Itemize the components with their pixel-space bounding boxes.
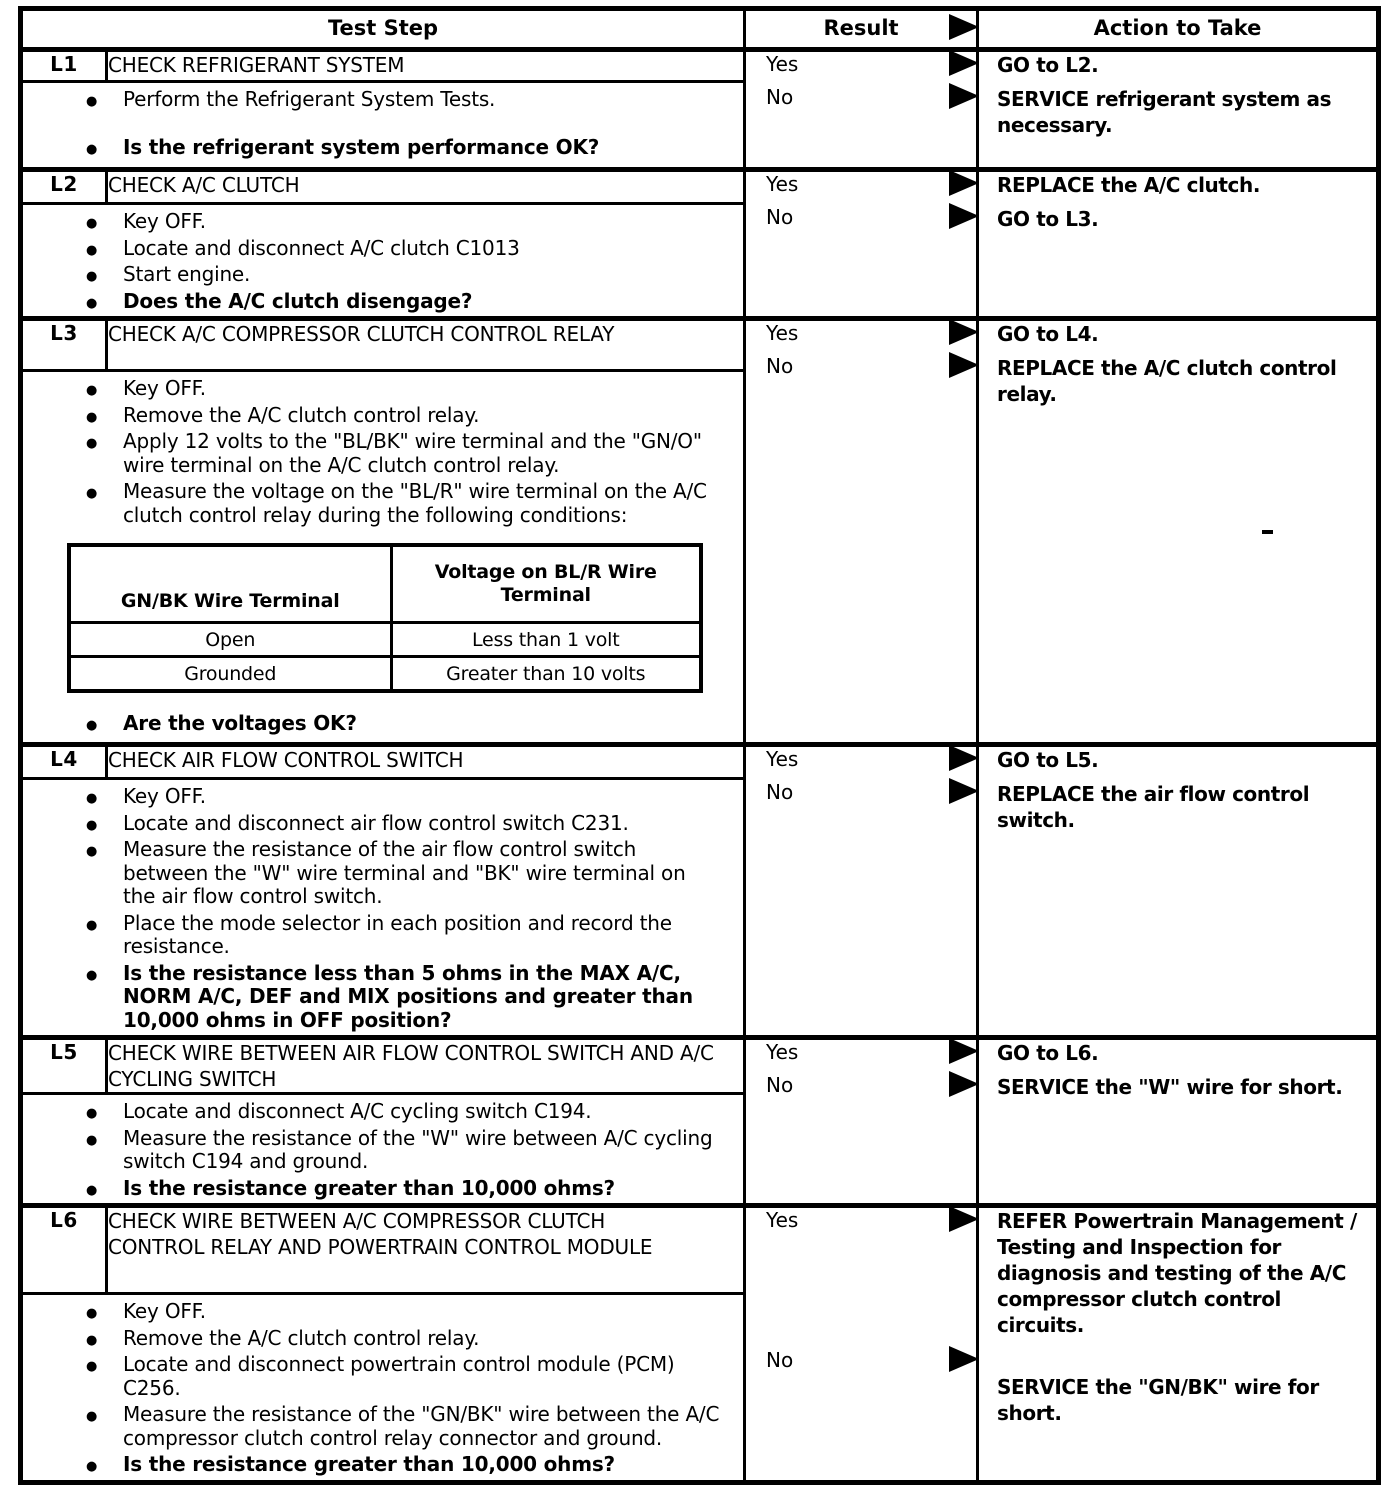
result-yes bbox=[746, 1040, 976, 1064]
result-arrow-icon bbox=[949, 1346, 979, 1372]
step-title bbox=[107, 319, 745, 371]
bullet-item-question: ● Is the refrigerant system performance OK? bbox=[123, 136, 723, 160]
result-no bbox=[746, 780, 976, 804]
result-arrow-icon bbox=[949, 83, 979, 109]
terminal-state-cell: Grounded bbox=[69, 657, 391, 692]
result-no-label: No bbox=[766, 205, 794, 229]
test-step-header-label: Test Step bbox=[327, 16, 439, 40]
bullet-list bbox=[23, 372, 743, 527]
bullet-item: ● Measure the resistance of the air flow control switch between the "W" wire terminal and "BK" wire terminal on the air flow control switch. bbox=[123, 838, 723, 909]
bullet-item: ● Locate and disconnect air flow control switch C231. bbox=[123, 812, 723, 836]
relay-voltage-col2-header: Voltage on BL/R Wire Terminal bbox=[391, 545, 701, 623]
step-id: L3 bbox=[21, 319, 107, 371]
result-yes-label: Yes bbox=[766, 321, 799, 345]
bullet-item: ● Measure the resistance of the "GN/BK" wire between the A/C compressor clutch control relay connector and ground. bbox=[123, 1403, 723, 1450]
table-header-row bbox=[21, 9, 1379, 50]
bullet-list bbox=[23, 83, 743, 159]
bullet-item-question: ● Does the A/C clutch disengage? bbox=[123, 290, 723, 314]
action-no-text: SERVICE refrigerant system as necessary. bbox=[997, 87, 1332, 137]
step-l6-title-row bbox=[21, 1206, 1379, 1294]
step-body bbox=[21, 371, 745, 745]
step-title-text: CHECK A/C CLUTCH bbox=[108, 173, 300, 197]
action-cell bbox=[978, 170, 1379, 319]
table-row bbox=[69, 623, 701, 657]
result-cell bbox=[745, 50, 978, 170]
result-yes-label: Yes bbox=[766, 1208, 799, 1232]
step-title bbox=[107, 50, 745, 82]
relay-voltage-table bbox=[67, 543, 703, 693]
step-l1-title-row bbox=[21, 50, 1379, 82]
action-cell bbox=[978, 1038, 1379, 1206]
bullet-list bbox=[23, 205, 743, 313]
action-no-text: SERVICE the "GN/BK" wire for short. bbox=[997, 1375, 1319, 1425]
step-l2-title-row bbox=[21, 170, 1379, 204]
col-header-action bbox=[978, 9, 1379, 50]
bullet-item: ● Key OFF. bbox=[123, 210, 723, 234]
result-yes bbox=[746, 1208, 976, 1232]
result-yes bbox=[746, 172, 976, 196]
bullet-item: ● Place the mode selector in each position and record the resistance. bbox=[123, 912, 723, 959]
step-l4-title-row bbox=[21, 745, 1379, 779]
table-row bbox=[69, 657, 701, 692]
step-body bbox=[21, 1294, 745, 1483]
result-cell bbox=[745, 319, 978, 745]
result-no bbox=[746, 1348, 976, 1372]
relay-voltage-col1-header: GN/BK Wire Terminal bbox=[69, 545, 391, 623]
step-body bbox=[21, 204, 745, 319]
step-id: L6 bbox=[21, 1206, 107, 1294]
action-yes-text: GO to L6. bbox=[997, 1041, 1099, 1065]
bullet-item: ● Key OFF. bbox=[123, 377, 723, 401]
bullet-item: ● Start engine. bbox=[123, 263, 723, 287]
result-no-label: No bbox=[766, 780, 794, 804]
bullet-list bbox=[23, 705, 743, 736]
result-yes-label: Yes bbox=[766, 747, 799, 771]
action-cell bbox=[978, 1206, 1379, 1483]
step-title-text: CHECK WIRE BETWEEN A/C COMPRESSOR CLUTCH CONTROL RELAY AND POWERTRAIN CONTROL MODULE bbox=[108, 1209, 653, 1259]
step-title bbox=[107, 745, 745, 779]
voltage-value-cell: Greater than 10 volts bbox=[391, 657, 701, 692]
action-no-text: SERVICE the "W" wire for short. bbox=[997, 1075, 1343, 1099]
action-cell bbox=[978, 50, 1379, 170]
step-title-text: CHECK WIRE BETWEEN AIR FLOW CONTROL SWITCH AND A/C CYCLING SWITCH bbox=[108, 1041, 714, 1091]
step-title-text: CHECK A/C COMPRESSOR CLUTCH CONTROL RELAY bbox=[108, 322, 615, 346]
result-arrow-icon bbox=[949, 352, 979, 378]
step-title bbox=[107, 1038, 745, 1094]
result-no bbox=[746, 85, 976, 109]
result-no bbox=[746, 354, 976, 378]
action-yes-text: GO to L5. bbox=[997, 748, 1099, 772]
bullet-item-question: ● Is the resistance greater than 10,000 ohms? bbox=[123, 1177, 723, 1201]
result-yes bbox=[746, 321, 976, 345]
bullet-item: ● Remove the A/C clutch control relay. bbox=[123, 404, 723, 428]
result-arrow-icon bbox=[949, 778, 979, 804]
result-arrow-icon bbox=[949, 170, 979, 196]
result-arrow-icon bbox=[949, 203, 979, 229]
bullet-item: ● Locate and disconnect A/C clutch C1013 bbox=[123, 237, 723, 261]
bullet-list bbox=[23, 1095, 743, 1200]
step-l5-title-row bbox=[21, 1038, 1379, 1094]
action-cell bbox=[978, 745, 1379, 1038]
scan-artifact-dash bbox=[1262, 530, 1273, 534]
bullet-list bbox=[23, 780, 743, 1032]
result-header-label: Result bbox=[823, 16, 899, 40]
action-yes-text: GO to L2. bbox=[997, 53, 1099, 77]
step-title bbox=[107, 1206, 745, 1294]
step-id: L2 bbox=[21, 170, 107, 204]
result-arrow-icon bbox=[949, 14, 979, 40]
result-cell bbox=[745, 1038, 978, 1206]
col-header-test-step bbox=[21, 9, 745, 50]
voltage-value-cell: Less than 1 volt bbox=[391, 623, 701, 657]
result-yes bbox=[746, 52, 976, 76]
action-yes-text: GO to L4. bbox=[997, 322, 1099, 346]
bullet-item: ● Key OFF. bbox=[123, 785, 723, 809]
step-l3-title-row bbox=[21, 319, 1379, 371]
result-no-label: No bbox=[766, 1073, 794, 1097]
step-title-text: CHECK REFRIGERANT SYSTEM bbox=[108, 53, 405, 77]
step-body bbox=[21, 82, 745, 170]
bullet-item-question: ● Is the resistance greater than 10,000 ohms? bbox=[123, 1453, 723, 1477]
relay-voltage-header-row bbox=[69, 545, 701, 623]
bullet-list bbox=[23, 1295, 743, 1477]
result-yes-label: Yes bbox=[766, 52, 799, 76]
step-id: L5 bbox=[21, 1038, 107, 1094]
action-no-text: REPLACE the A/C clutch control relay. bbox=[997, 356, 1337, 406]
result-no-label: No bbox=[766, 85, 794, 109]
result-yes-label: Yes bbox=[766, 172, 799, 196]
bullet-item: ● Locate and disconnect A/C cycling switch C194. bbox=[123, 1100, 723, 1124]
step-title bbox=[107, 170, 745, 204]
result-arrow-icon bbox=[949, 1206, 979, 1232]
result-arrow-icon bbox=[949, 1071, 979, 1097]
result-yes-label: Yes bbox=[766, 1040, 799, 1064]
result-no bbox=[746, 1073, 976, 1097]
step-id: L1 bbox=[21, 50, 107, 82]
step-body bbox=[21, 779, 745, 1038]
action-no-text: REPLACE the air flow control switch. bbox=[997, 782, 1310, 832]
result-no-label: No bbox=[766, 1348, 794, 1372]
bullet-item-question: ● Are the voltages OK? bbox=[123, 712, 723, 736]
result-cell bbox=[745, 1206, 978, 1483]
result-cell bbox=[745, 170, 978, 319]
step-body bbox=[21, 1094, 745, 1206]
bullet-item: ● Measure the voltage on the "BL/R" wire terminal on the A/C clutch control relay during the following conditions: bbox=[123, 480, 723, 527]
step-id: L4 bbox=[21, 745, 107, 779]
result-arrow-icon bbox=[949, 745, 979, 771]
col-header-result bbox=[745, 9, 978, 50]
terminal-state-cell: Open bbox=[69, 623, 391, 657]
result-arrow-icon bbox=[949, 50, 979, 76]
action-header-label: Action to Take bbox=[1093, 16, 1262, 40]
bullet-item: ● Apply 12 volts to the "BL/BK" wire terminal and the "GN/O" wire terminal on the A/C clutch control relay. bbox=[123, 430, 723, 477]
pinpoint-test-table bbox=[18, 6, 1381, 1485]
action-no-text: GO to L3. bbox=[997, 207, 1099, 231]
action-yes-text: REPLACE the A/C clutch. bbox=[997, 173, 1261, 197]
step-title-text: CHECK AIR FLOW CONTROL SWITCH bbox=[108, 748, 464, 772]
bullet-item: ● Measure the resistance of the "W" wire between A/C cycling switch C194 and ground. bbox=[123, 1127, 723, 1174]
bullet-item-question: ● Is the resistance less than 5 ohms in the MAX A/C, NORM A/C, DEF and MIX positions and greater than 10,000 ohms in OFF position? bbox=[123, 962, 723, 1033]
bullet-item: ● Remove the A/C clutch control relay. bbox=[123, 1327, 723, 1351]
bullet-item: ● Perform the Refrigerant System Tests. bbox=[123, 88, 723, 112]
result-yes bbox=[746, 747, 976, 771]
bullet-item: ● Key OFF. bbox=[123, 1300, 723, 1324]
result-arrow-icon bbox=[949, 1038, 979, 1064]
action-cell bbox=[978, 319, 1379, 745]
result-no bbox=[746, 205, 976, 229]
result-arrow-icon bbox=[949, 319, 979, 345]
result-cell bbox=[745, 745, 978, 1038]
action-yes-text: REFER Powertrain Management / Testing and Inspection for diagnosis and testing of the A/C compressor clutch control circuits. bbox=[997, 1209, 1357, 1337]
result-no-label: No bbox=[766, 354, 794, 378]
bullet-item: ● Locate and disconnect powertrain control module (PCM) C256. bbox=[123, 1353, 723, 1400]
